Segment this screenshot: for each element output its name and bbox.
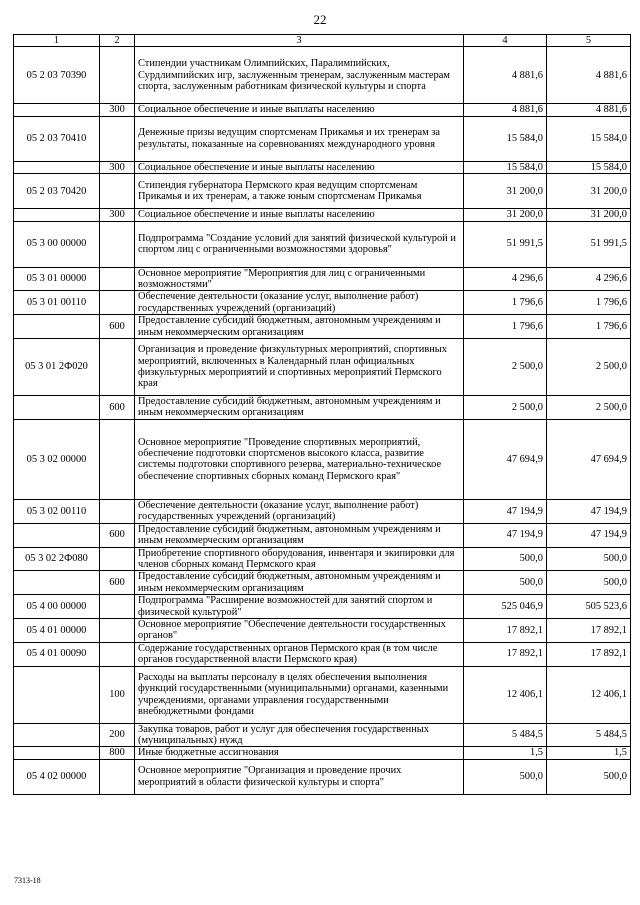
type-cell: 800: [100, 747, 135, 759]
value-2025-cell: 15 584,0: [547, 116, 631, 161]
name-cell: Основное мероприятие "Мероприятия для лиц с ограниченными возможностями": [135, 267, 464, 291]
table-row: [14, 396, 631, 420]
value-2024-cell: 15 584,0: [464, 116, 547, 161]
table-row: [14, 267, 631, 291]
table-row: [14, 723, 631, 747]
code-cell: [14, 666, 100, 723]
type-cell: [100, 174, 135, 209]
value-2024-cell: 2 500,0: [464, 339, 547, 396]
code-cell: [14, 571, 100, 595]
value-2025-cell: 1 796,6: [547, 315, 631, 339]
value-2024-cell: 500,0: [464, 759, 547, 794]
table-row: [14, 209, 631, 221]
type-cell: 300: [100, 161, 135, 173]
value-2024-cell: 1 796,6: [464, 315, 547, 339]
type-cell: 100: [100, 666, 135, 723]
value-2025-cell: 505 523,6: [547, 595, 631, 619]
table-row: [14, 499, 631, 523]
table-row: [14, 104, 631, 116]
name-cell: Предоставление субсидий бюджетным, автономным учреждениям и иным некоммерческим организациям: [135, 571, 464, 595]
value-2024-cell: 4 296,6: [464, 267, 547, 291]
name-cell: Закупка товаров, работ и услуг для обеспечения государственных (муниципальных) нужд: [135, 723, 464, 747]
value-2024-cell: 15 584,0: [464, 161, 547, 173]
code-cell: [14, 723, 100, 747]
value-2024-cell: 17 892,1: [464, 642, 547, 666]
type-cell: 300: [100, 104, 135, 116]
table-row: [14, 315, 631, 339]
value-2024-cell: 1,5: [464, 747, 547, 759]
value-2024-cell: 1 796,6: [464, 291, 547, 315]
type-cell: [100, 618, 135, 642]
value-2025-cell: 500,0: [547, 759, 631, 794]
value-2025-cell: 15 584,0: [547, 161, 631, 173]
name-cell: Содержание государственных органов Пермского края (в том числе органов государственной власти Пермского края): [135, 642, 464, 666]
table-row: [14, 339, 631, 396]
value-2025-cell: 2 500,0: [547, 339, 631, 396]
table-row: [14, 618, 631, 642]
value-2024-cell: 47 194,9: [464, 499, 547, 523]
type-cell: 300: [100, 209, 135, 221]
value-2025-cell: 1 796,6: [547, 291, 631, 315]
type-cell: [100, 267, 135, 291]
type-cell: [100, 291, 135, 315]
value-2024-cell: 4 881,6: [464, 47, 547, 104]
value-2025-cell: 4 881,6: [547, 104, 631, 116]
table-row: [14, 759, 631, 794]
code-cell: 05 3 01 00000: [14, 267, 100, 291]
code-cell: 05 4 02 00000: [14, 759, 100, 794]
value-2025-cell: 5 484,5: [547, 723, 631, 747]
value-2025-cell: 4 296,6: [547, 267, 631, 291]
type-cell: [100, 642, 135, 666]
value-2025-cell: 4 881,6: [547, 47, 631, 104]
budget-table: [13, 34, 631, 795]
table-row: [14, 419, 631, 499]
code-cell: [14, 315, 100, 339]
type-cell: [100, 547, 135, 571]
value-2024-cell: 525 046,9: [464, 595, 547, 619]
name-cell: Социальное обеспечение и иные выплаты населению: [135, 104, 464, 116]
name-cell: Стипендии участникам Олимпийских, Паралимпийских, Сурдлимпийских игр, заслуженным тренерам, заслуженным мастерам спорта, заслуженным работникам физической культуры и спорта: [135, 47, 464, 104]
name-cell: Иные бюджетные ассигнования: [135, 747, 464, 759]
name-cell: Приобретение спортивного оборудования, инвентаря и экипировки для членов сборных команд Пермского края: [135, 547, 464, 571]
value-2024-cell: 2 500,0: [464, 396, 547, 420]
value-2024-cell: 17 892,1: [464, 618, 547, 642]
name-cell: Расходы на выплаты персоналу в целях обеспечения выполнения функций государственными (муниципальными) органами, казенными учреждениями, органами управления государственными внебюджетными фондами: [135, 666, 464, 723]
code-cell: 05 3 02 00000: [14, 419, 100, 499]
type-cell: [100, 116, 135, 161]
value-2025-cell: 47 194,9: [547, 499, 631, 523]
code-cell: 05 3 00 00000: [14, 221, 100, 267]
name-cell: Организация и проведение физкультурных мероприятий, спортивных мероприятий, включенных в Календарный план официальных физкультурных мероприятий и спортивных мероприятий Пермского края: [135, 339, 464, 396]
name-cell: Подпрограмма "Расширение возможностей для занятий спортом и физической культурой": [135, 595, 464, 619]
table-row: [14, 161, 631, 173]
type-cell: [100, 419, 135, 499]
header-cell: 2: [100, 35, 135, 47]
footer-code: 7313-18: [14, 876, 41, 885]
name-cell: Основное мероприятие "Организация и проведение прочих мероприятий в области физической культуры и спорта": [135, 759, 464, 794]
value-2025-cell: 47 194,9: [547, 523, 631, 547]
table-row: [14, 291, 631, 315]
header-row: [14, 35, 631, 47]
name-cell: Обеспечение деятельности (оказание услуг, выполнение работ) государственных учреждений (организаций): [135, 291, 464, 315]
code-cell: 05 2 03 70410: [14, 116, 100, 161]
value-2025-cell: 1,5: [547, 747, 631, 759]
type-cell: [100, 47, 135, 104]
code-cell: 05 3 02 00110: [14, 499, 100, 523]
value-2024-cell: 47 694,9: [464, 419, 547, 499]
table-row: [14, 523, 631, 547]
name-cell: Основное мероприятие "Обеспечение деятельности государственных органов": [135, 618, 464, 642]
name-cell: Стипендия губернатора Пермского края ведущим спортсменам Прикамья и их тренерам, а также юным спортсменам Прикамья: [135, 174, 464, 209]
code-cell: 05 3 02 2Ф080: [14, 547, 100, 571]
name-cell: Предоставление субсидий бюджетным, автономным учреждениям и иным некоммерческим организациям: [135, 396, 464, 420]
table-row: [14, 547, 631, 571]
header-cell: 1: [14, 35, 100, 47]
table-row: [14, 747, 631, 759]
type-cell: [100, 221, 135, 267]
table-row: [14, 47, 631, 104]
value-2024-cell: 500,0: [464, 547, 547, 571]
code-cell: 05 4 01 00090: [14, 642, 100, 666]
code-cell: 05 3 01 00110: [14, 291, 100, 315]
table-row: [14, 174, 631, 209]
type-cell: 600: [100, 571, 135, 595]
value-2025-cell: 47 694,9: [547, 419, 631, 499]
value-2025-cell: 12 406,1: [547, 666, 631, 723]
table-row: [14, 666, 631, 723]
code-cell: 05 2 03 70390: [14, 47, 100, 104]
code-cell: [14, 523, 100, 547]
table-row: [14, 116, 631, 161]
name-cell: Предоставление субсидий бюджетным, автономным учреждениям и иным некоммерческим организациям: [135, 315, 464, 339]
table-row: [14, 221, 631, 267]
name-cell: Основное мероприятие "Проведение спортивных мероприятий, обеспечение подготовки спортсменов высокого класса, развитие системы подготовки спортивного резерва, материально-техническое обеспечение спортивных сборных команд Пермского края": [135, 419, 464, 499]
value-2024-cell: 12 406,1: [464, 666, 547, 723]
type-cell: 200: [100, 723, 135, 747]
table-row: [14, 571, 631, 595]
value-2025-cell: 500,0: [547, 571, 631, 595]
value-2025-cell: 31 200,0: [547, 209, 631, 221]
type-cell: [100, 339, 135, 396]
code-cell: 05 3 01 2Ф020: [14, 339, 100, 396]
page-number: 22: [313, 12, 327, 27]
code-cell: [14, 161, 100, 173]
code-cell: 05 4 00 00000: [14, 595, 100, 619]
type-cell: 600: [100, 315, 135, 339]
value-2024-cell: 5 484,5: [464, 723, 547, 747]
type-cell: [100, 595, 135, 619]
header-cell: 4: [464, 35, 547, 47]
code-cell: [14, 747, 100, 759]
value-2025-cell: 17 892,1: [547, 642, 631, 666]
type-cell: 600: [100, 523, 135, 547]
table-row: [14, 595, 631, 619]
name-cell: Социальное обеспечение и иные выплаты населению: [135, 209, 464, 221]
value-2024-cell: 31 200,0: [464, 174, 547, 209]
value-2025-cell: 500,0: [547, 547, 631, 571]
value-2025-cell: 31 200,0: [547, 174, 631, 209]
value-2024-cell: 51 991,5: [464, 221, 547, 267]
value-2024-cell: 31 200,0: [464, 209, 547, 221]
value-2025-cell: 17 892,1: [547, 618, 631, 642]
code-cell: [14, 104, 100, 116]
type-cell: 600: [100, 396, 135, 420]
name-cell: Социальное обеспечение и иные выплаты населению: [135, 161, 464, 173]
value-2025-cell: 51 991,5: [547, 221, 631, 267]
value-2024-cell: 500,0: [464, 571, 547, 595]
header-cell: 5: [547, 35, 631, 47]
name-cell: Подпрограмма "Создание условий для занятий физической культурой и спортом лиц с ограниченными возможностями здоровья": [135, 221, 464, 267]
type-cell: [100, 759, 135, 794]
code-cell: 05 2 03 70420: [14, 174, 100, 209]
name-cell: Денежные призы ведущим спортсменам Прикамья и их тренерам за результаты, показанные на соревнованиях международного уровня: [135, 116, 464, 161]
name-cell: Предоставление субсидий бюджетным, автономным учреждениям и иным некоммерческим организациям: [135, 523, 464, 547]
value-2025-cell: 2 500,0: [547, 396, 631, 420]
table-row: [14, 642, 631, 666]
code-cell: 05 4 01 00000: [14, 618, 100, 642]
code-cell: [14, 396, 100, 420]
header-cell: 3: [135, 35, 464, 47]
value-2024-cell: 47 194,9: [464, 523, 547, 547]
code-cell: [14, 209, 100, 221]
type-cell: [100, 499, 135, 523]
name-cell: Обеспечение деятельности (оказание услуг, выполнение работ) государственных учреждений (организаций): [135, 499, 464, 523]
value-2024-cell: 4 881,6: [464, 104, 547, 116]
